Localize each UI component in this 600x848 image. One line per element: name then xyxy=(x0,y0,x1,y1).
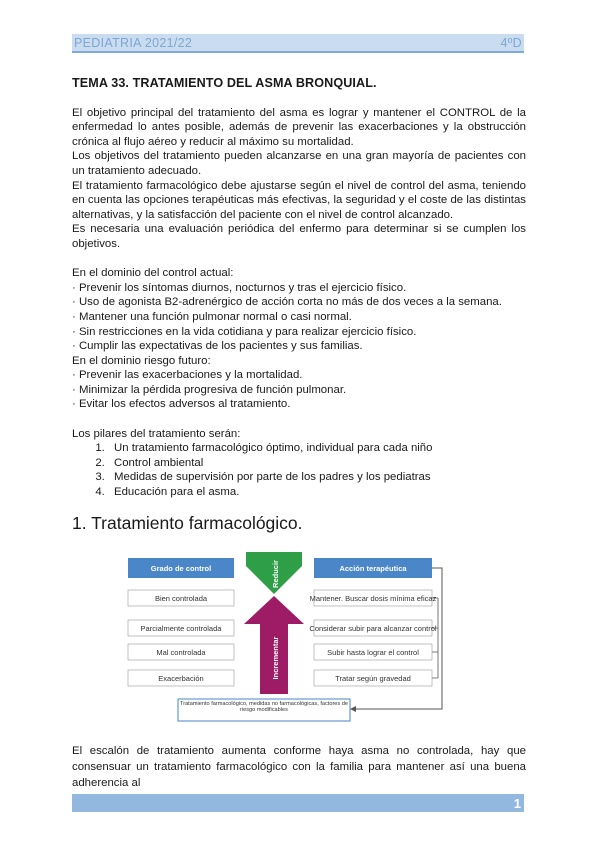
control-item: · Prevenir los síntomas diurnos, nocturnos y tras el ejercicio físico. xyxy=(72,281,407,294)
row-right-text: Mantener. Buscar dosis mínima eficaz xyxy=(309,594,437,603)
header-course: PEDIATRIA 2021/22 xyxy=(74,35,193,50)
pillar-item: 3. Medidas de supervisión por parte de los padres y los pediatras xyxy=(108,470,526,485)
risk-item: · Evitar los efectos adversos al tratamiento. xyxy=(72,398,291,411)
treatment-diagram xyxy=(124,552,444,724)
row-0 xyxy=(128,590,437,606)
control-item: · Sin restricciones en la vida cotidiana y para realizar ejercicio físico. xyxy=(72,325,417,338)
page-number: 1 xyxy=(513,795,521,811)
increase-label: Incrementar xyxy=(271,636,280,680)
intro-paragraph: El objetivo principal del tratamiento del asma es lograr y mantener el CONTROL de la enfermedad lo antes posible, además de prevenir las exacerbaciones y la obstrucción crónica al flujo aéreo y reducir al máximo su mortalidad. xyxy=(72,106,526,148)
control-heading: En el dominio del control actual: xyxy=(72,267,234,280)
treatment-diagram-svg xyxy=(124,552,444,724)
pillar-item: 4. Educación para el asma. xyxy=(108,485,526,500)
row-right-text: Subir hasta lograr el control xyxy=(327,648,419,657)
section-heading: 1. Tratamiento farmacológico. xyxy=(72,512,303,533)
intro-paragraph: Es necesaria una evaluación periódica del enfermo para determinar si se cumplen los objetivos. xyxy=(72,223,526,250)
col-left-label: Grado de control xyxy=(150,564,212,573)
control-item: · Cumplir las expectativas de los pacientes y sus familias. xyxy=(72,340,363,353)
row-left-text: Bien controlada xyxy=(154,594,208,603)
risk-item: · Prevenir las exacerbaciones y la mortalidad. xyxy=(72,369,303,382)
reduce-label: Reducir xyxy=(271,560,280,588)
row-right-text: Considerar subir para alcanzar control xyxy=(309,624,437,633)
pillars-list xyxy=(72,441,526,499)
pillar-item: 2. Control ambiental xyxy=(108,456,526,471)
row-right-text: Tratar según gravedad xyxy=(335,674,411,683)
page-header xyxy=(72,34,524,53)
row-left-text: Parcialmente controlada xyxy=(140,624,222,633)
feedback-connector xyxy=(352,568,442,709)
closing-paragraph: El escalón de tratamiento aumenta conforme haya asma no controlada, hay que consensuar un tratamiento farmacológico con la familia para mantener así una buena adherencia al xyxy=(72,745,526,789)
control-item: · Uso de agonista B2-adrenérgico de acción corta no más de dos veces a la semana. xyxy=(72,296,502,309)
document-title: TEMA 33. TRATAMIENTO DEL ASMA BRONQUIAL. xyxy=(72,76,377,90)
row-left-text: Exacerbación xyxy=(158,674,204,683)
col-right-label: Acción terapéutica xyxy=(339,564,407,573)
control-item: · Mantener una función pulmonar normal o casi normal. xyxy=(72,310,352,323)
footer-box-text: Tratamiento farmacológico, medidas no farmacológicas, factores de riesgo modificables xyxy=(180,701,348,714)
intro-paragraph: Los objetivos del tratamiento pueden alcanzarse en una gran mayoría de pacientes con un tratamiento adecuado. xyxy=(72,150,526,177)
document-body xyxy=(72,76,526,534)
risk-heading: En el dominio riesgo futuro: xyxy=(72,354,211,367)
pillar-item: 1. Un tratamiento farmacológico óptimo, individual para cada niño xyxy=(108,441,526,456)
row-left-text: Mal controlada xyxy=(156,648,206,657)
risk-item: · Minimizar la pérdida progresiva de función pulmonar. xyxy=(72,383,347,396)
intro-paragraph: El tratamiento farmacológico debe ajustarse según el nivel de control del asma, teniendo en cuenta las opciones terapéuticas más efectivas, la seguridad y el coste de las distintas alternativas, y la satisfacción del paciente con el nivel de control alcanzado. xyxy=(72,179,526,221)
page-footer xyxy=(72,794,524,812)
header-group: 4ºD xyxy=(500,35,522,50)
pillars-heading: Los pilares del tratamiento serán: xyxy=(72,427,241,440)
